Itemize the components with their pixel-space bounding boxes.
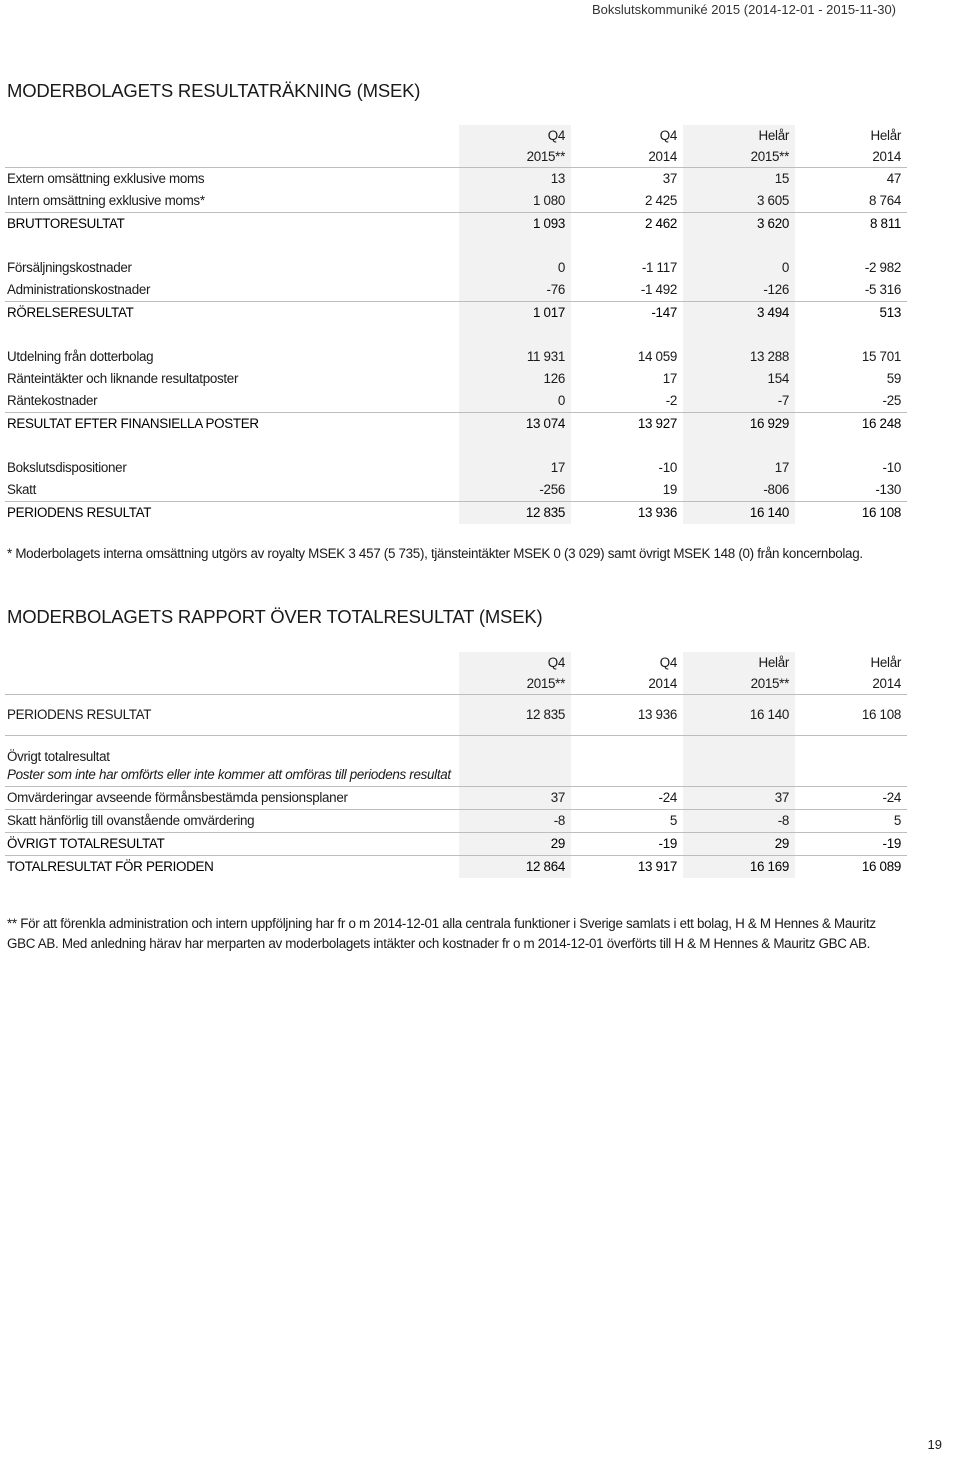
other-heading-cell (5, 736, 459, 787)
cell-value: 14 059 (637, 349, 677, 364)
table-row (5, 390, 907, 413)
cell-value: 47 (886, 171, 901, 186)
cell-value: 0 (683, 257, 795, 279)
cell-value: -147 (651, 305, 677, 320)
col-subheader-q4-2014: 2014 (571, 673, 683, 695)
table-row (5, 257, 907, 279)
cell-value: -8 (683, 810, 795, 833)
cell-value: 29 (459, 833, 571, 856)
cell-value: 8 811 (869, 216, 901, 231)
cell-value: -126 (683, 279, 795, 302)
row-label: Försäljningskostnader (7, 260, 132, 275)
cell-value: 5 (795, 810, 907, 833)
row-label: RÖRELSERESULTAT (7, 305, 134, 320)
cell-value: 59 (886, 371, 901, 386)
table-row (5, 346, 907, 368)
cell-value: 12 835 (459, 502, 571, 525)
table-row (5, 190, 907, 213)
row-label: ÖVRIGT TOTALRESULTAT (5, 833, 459, 856)
cell-value: 16 248 (861, 416, 901, 431)
table-row (5, 168, 907, 191)
cell-value: 126 (459, 368, 571, 390)
cell-value: -24 (795, 787, 907, 810)
table-row (5, 368, 907, 390)
row-label: Bokslutsdispositioner (7, 460, 127, 475)
cell-value: 15 701 (861, 349, 901, 364)
cell-value: -130 (795, 479, 907, 502)
cell-value: 16 108 (861, 505, 901, 520)
row-label: Intern omsättning exklusive moms* (5, 190, 459, 213)
cell-value: -10 (658, 460, 677, 475)
cell-value: 0 (459, 390, 571, 413)
table-row (5, 695, 907, 736)
cell-value: 16 108 (795, 695, 907, 736)
row-label: Skatt (5, 479, 459, 502)
cell-value: 5 (571, 810, 683, 833)
cell-value: 13 936 (571, 695, 683, 736)
cell-value: 16 140 (683, 695, 795, 736)
table-row (5, 787, 907, 810)
table-row-total (5, 502, 907, 525)
table-row-heading (5, 736, 907, 787)
col-header-year-2015: Helår (683, 652, 795, 673)
income-statement-footnote: * Moderbolagets interna omsättning utgörs av royalty MSEK 3 457 (5 735), tjänsteintäkter MSEK 0 (3 029) samt övrigt MSEK 148 (0) från koncernbolag. (7, 546, 863, 561)
cell-value: 11 931 (459, 346, 571, 368)
cell-value: 513 (879, 305, 901, 320)
cell-value: 12 835 (459, 695, 571, 736)
cell-value: 37 (662, 171, 677, 186)
page-number: 19 (927, 1437, 942, 1452)
cell-value: -2 982 (864, 260, 901, 275)
row-label: RESULTAT EFTER FINANSIELLA POSTER (7, 416, 259, 431)
comprehensive-income-table (5, 652, 907, 878)
other-subheading: Poster som inte har omförts eller inte kommer att omföras till periodens resultat (7, 767, 451, 782)
cell-value: 1 017 (459, 302, 571, 325)
cell-value: 13 917 (637, 859, 677, 874)
cell-value: 17 (662, 371, 677, 386)
cell-value: 37 (459, 787, 571, 810)
col-header-q4-2015: Q4 (459, 125, 571, 146)
cell-value: -1 117 (641, 260, 677, 275)
row-label: Utdelning från dotterbolag (7, 349, 154, 364)
cell-value: 37 (683, 787, 795, 810)
cell-value: 1 080 (459, 190, 571, 213)
col-subheader-q4-2015: 2015** (459, 673, 571, 695)
cell-value: 13 927 (637, 416, 677, 431)
cell-value: -76 (459, 279, 571, 302)
table-row (5, 810, 907, 833)
cell-value: -19 (571, 833, 683, 856)
row-label: Extern omsättning exklusive moms (7, 171, 205, 186)
table-row-total (5, 413, 907, 436)
income-statement-table (5, 125, 907, 524)
cell-value: 13 074 (459, 413, 571, 436)
row-label: Omvärderingar avseende förmånsbestämda pensionsplaner (5, 787, 459, 810)
table-row-total (5, 213, 907, 236)
running-header: Bokslutskommuniké 2015 (2014-12-01 - 2015-11-30) (592, 2, 896, 17)
table-row (5, 457, 907, 479)
cell-value: 16 089 (861, 859, 901, 874)
col-subheader-year-2015: 2015** (683, 673, 795, 695)
row-label: PERIODENS RESULTAT (5, 695, 459, 736)
cell-value: -5 316 (795, 279, 907, 302)
row-label: Skatt hänförlig till ovanstående omvärdering (5, 810, 459, 833)
other-heading: Övrigt totalresultat (7, 749, 110, 764)
row-label: Räntekostnader (5, 390, 459, 413)
row-label: PERIODENS RESULTAT (7, 505, 152, 520)
cell-value: -256 (459, 479, 571, 502)
cell-value: -10 (882, 460, 901, 475)
cell-value: -8 (459, 810, 571, 833)
cell-value: 19 (571, 479, 683, 502)
income-statement-title: MODERBOLAGETS RESULTATRÄKNING (MSEK) (7, 80, 421, 101)
cell-value: -806 (683, 479, 795, 502)
table-row-total (5, 856, 907, 879)
cell-value: 13 288 (683, 346, 795, 368)
table-row-total (5, 302, 907, 325)
col-subheader-year-2014: 2014 (795, 146, 907, 168)
table-row-total (5, 833, 907, 856)
cell-value: 13 936 (637, 505, 677, 520)
cell-value: 17 (683, 457, 795, 479)
cell-value: -7 (683, 390, 795, 413)
cell-value: 15 (683, 168, 795, 191)
cell-value: 16 140 (683, 502, 795, 525)
cell-value: 16 929 (683, 413, 795, 436)
col-subheader-q4-2014: 2014 (571, 146, 683, 168)
col-header-q4-2015: Q4 (459, 652, 571, 673)
cell-value: 3 494 (683, 302, 795, 325)
cell-value: 154 (683, 368, 795, 390)
row-label: TOTALRESULTAT FÖR PERIODEN (7, 859, 214, 874)
row-label: BRUTTORESULTAT (7, 216, 125, 231)
col-subheader-year-2014: 2014 (795, 673, 907, 695)
table-row (5, 279, 907, 302)
cell-value: 16 169 (683, 856, 795, 879)
cell-value: 17 (459, 457, 571, 479)
col-header-year-2014: Helår (870, 655, 901, 670)
row-label: Ränteintäkter och liknande resultatposter (7, 371, 239, 386)
cell-value: -2 (571, 390, 683, 413)
cell-value: -24 (571, 787, 683, 810)
col-header-q4-2014: Q4 (659, 128, 677, 143)
cell-value: 1 093 (459, 213, 571, 236)
table-row (5, 479, 907, 502)
col-subheader-year-2015: 2015** (683, 146, 795, 168)
cell-value: -19 (795, 833, 907, 856)
cell-value: 0 (459, 257, 571, 279)
cell-value: 2 425 (571, 190, 683, 213)
cell-value: -25 (795, 390, 907, 413)
cell-value: 13 (459, 168, 571, 191)
cell-value: 29 (683, 833, 795, 856)
col-subheader-q4-2015: 2015** (459, 146, 571, 168)
cell-value: -1 492 (571, 279, 683, 302)
cell-value: 12 864 (459, 856, 571, 879)
row-label: Administrationskostnader (5, 279, 459, 302)
cell-value: 3 620 (683, 213, 795, 236)
comprehensive-income-title: MODERBOLAGETS RAPPORT ÖVER TOTALRESULTAT (MSEK) (7, 606, 543, 627)
col-header-year-2015: Helår (683, 125, 795, 146)
comprehensive-income-footnote: ** För att förenkla administration och intern uppföljning har fr o m 2014-12-01 alla centrala funktioner i Sverige samlats i ett bolag, H & M Hennes & Mauritz GBC AB. Med anledning härav har merparten av moderbolagets intäkter och kostnader fr o m 2014-12-01 överförts till H & M Hennes & Mauritz GBC AB. (7, 916, 876, 951)
col-header-q4-2014: Q4 (659, 655, 677, 670)
cell-value: 3 605 (683, 190, 795, 213)
col-header-year-2014: Helår (870, 128, 901, 143)
cell-value: 2 462 (644, 216, 677, 231)
cell-value: 8 764 (795, 190, 907, 213)
